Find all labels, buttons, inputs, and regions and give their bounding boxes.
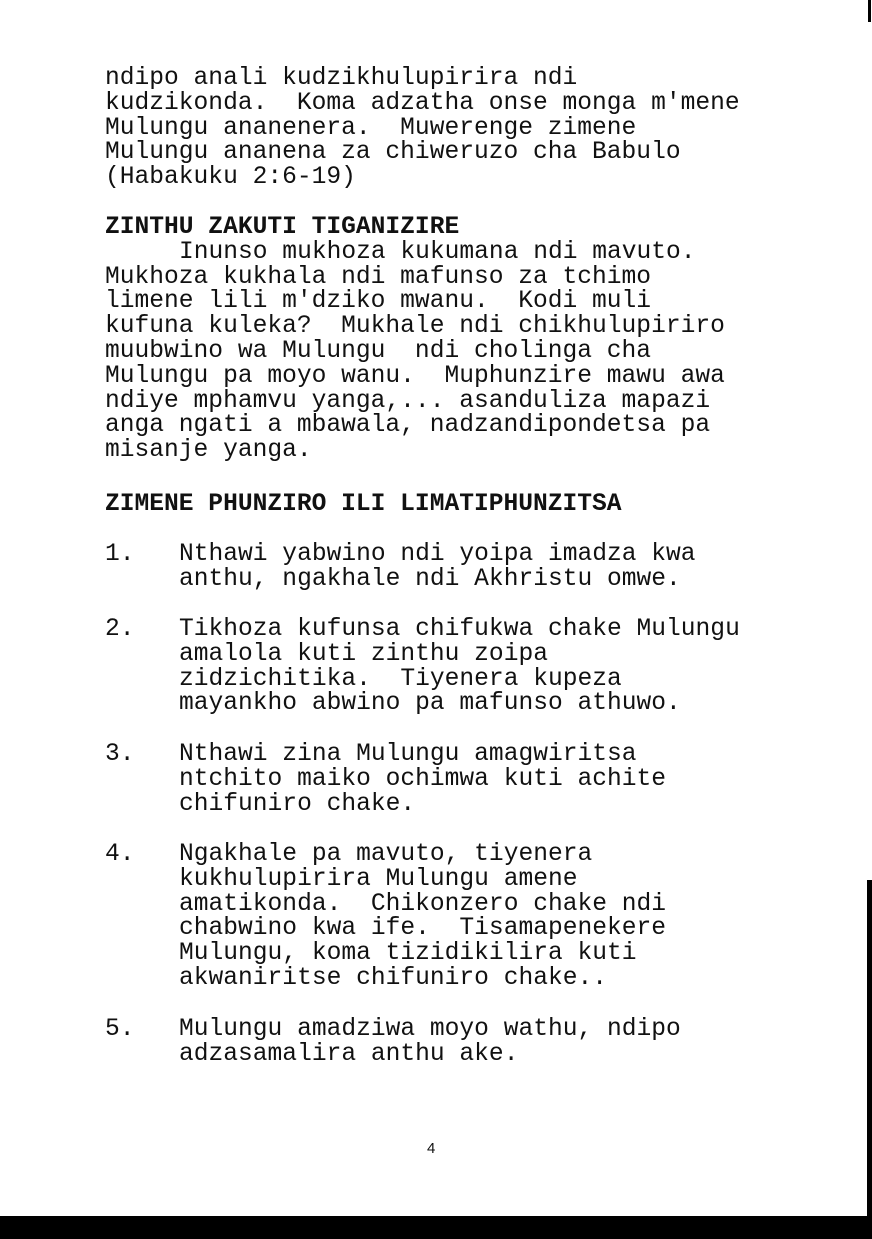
- text-line: (Habakuku 2:6-19): [105, 164, 356, 192]
- section-reflection: [105, 216, 725, 464]
- text-line: kudzikonda. Koma adzatha onse monga m'mene: [105, 89, 740, 117]
- text-line: Inunso mukhoza kukumana ndi mavuto.: [179, 238, 696, 266]
- text-line: anga ngati a mbawala, nadzandipondetsa pa: [105, 412, 711, 440]
- text-line: Mulungu ananena za chiweruzo cha Babulo: [105, 139, 681, 167]
- text-line: misanje yanga.: [105, 437, 312, 465]
- scan-border: [0, 1216, 872, 1239]
- scan-edge: [867, 880, 872, 1220]
- text-line: chabwino kwa ife. Tisamapenekere: [179, 915, 667, 943]
- text-line: amalola kuti zinthu zoipa: [179, 640, 548, 668]
- page-number: 4: [427, 1140, 436, 1157]
- item-number: 3.: [105, 741, 135, 768]
- text-line: amatikonda. Chikonzero chake ndi: [179, 890, 667, 918]
- text-line: Ngakhale pa mavuto, tiyenera: [179, 841, 593, 868]
- section-heading: ZINTHU ZAKUTI TIGANIZIRE: [105, 214, 460, 241]
- text-line: Nthawi zina Mulungu amagwiritsa: [179, 741, 637, 768]
- scan-edge: [868, 0, 871, 22]
- text-line: akwaniritse chifuniro chake..: [179, 964, 608, 992]
- text-line: Nthawi yabwino ndi yoipa imadza kwa: [179, 541, 696, 568]
- text-line: anthu, ngakhale ndi Akhristu omwe.: [179, 565, 681, 593]
- text-line: mayankho abwino pa mafunso athuwo.: [179, 690, 681, 718]
- text-line: Mulungu ananenera. Muwerenge zimene: [105, 114, 637, 142]
- text-line: zidzichitika. Tiyenera kupeza: [179, 665, 622, 693]
- text-line: limene lili m'dziko mwanu. Kodi muli: [105, 288, 652, 316]
- text-line: Mulungu pa moyo wanu. Muphunzire mawu awa: [105, 362, 725, 390]
- item-number: 4.: [105, 841, 135, 868]
- text-line: Mulungu, koma tizidikilira kuti: [179, 940, 637, 968]
- text-line: ndipo anali kudzikhulupirira ndi: [105, 65, 578, 92]
- item-number: 5.: [105, 1016, 135, 1043]
- text-line: muubwino wa Mulungu ndi cholinga cha: [105, 337, 652, 365]
- intro-paragraph: [105, 67, 740, 191]
- text-line: kufuna kuleka? Mukhale ndi chikhulupiriro: [105, 313, 725, 341]
- section-heading: ZIMENE PHUNZIRO ILI LIMATIPHUNZITSA: [105, 491, 622, 518]
- text-line: adzasamalira anthu ake.: [179, 1040, 519, 1068]
- text-line: Mukhoza kukhala ndi mafunso za tchimo: [105, 263, 652, 291]
- item-number: 1.: [105, 541, 135, 568]
- text-line: kukhulupirira Mulungu amene: [179, 865, 578, 893]
- text-line: Tikhoza kufunsa chifukwa chake Mulungu: [179, 616, 740, 643]
- text-line: ndiye mphamvu yanga,... asanduliza mapazi: [105, 387, 711, 415]
- text-line: ntchito maiko ochimwa kuti achite: [179, 765, 667, 793]
- text-line: Mulungu amadziwa moyo wathu, ndipo: [179, 1016, 681, 1043]
- text-line: chifuniro chake.: [179, 790, 416, 818]
- item-number: 2.: [105, 616, 135, 643]
